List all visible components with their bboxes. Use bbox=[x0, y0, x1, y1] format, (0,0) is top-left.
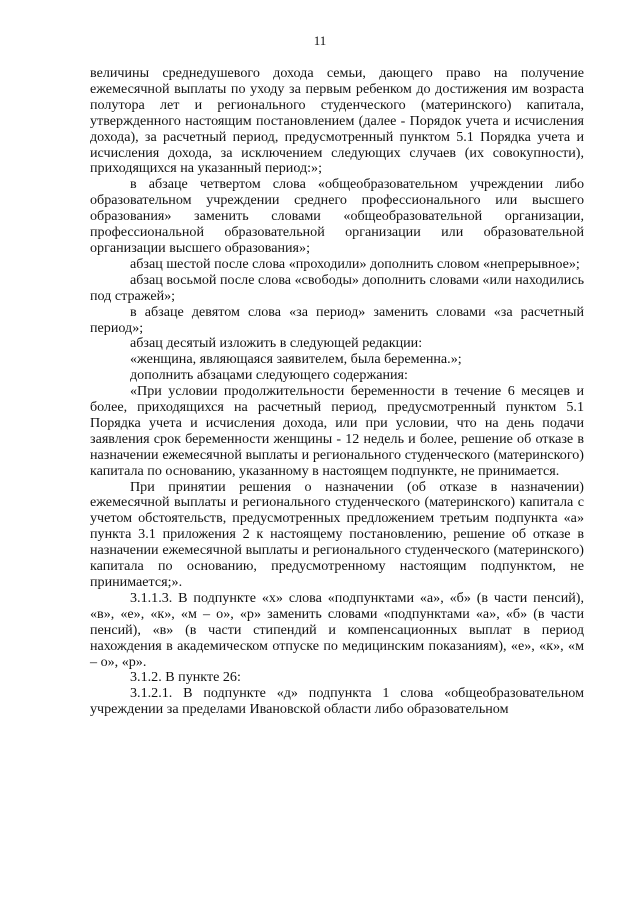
paragraph: 3.1.2. В пункте 26: bbox=[130, 669, 241, 686]
paragraph: абзац шестой после слова «проходили» дополнить словом «непрерывное»; bbox=[130, 255, 580, 272]
paragraph: 3.1.2.1. В подпункте «д» подпункта 1 слова «общеобразовательном учреждении за пределами Ивановской области либо образовательном bbox=[90, 685, 584, 718]
page-number: 11 bbox=[313, 33, 327, 48]
paragraph: «женщина, являющаяся заявителем, была беременна.»; bbox=[130, 351, 462, 368]
document-body bbox=[90, 66, 584, 718]
paragraph: величины среднедушевого дохода семьи, дающего право на получение ежемесячной выплаты по уходу за первым ребенком до достижения им возраста полутора лет и регионального студенческого (материнского) капитала, утвержденного настоящим постановлением (далее - Порядок учета и исчисления дохода), за расчетный период, предусмотренный пунктом 5.1 Порядка учета и исчисления дохода, за исключением следующих случаев (их совокупности), приходящихся на указанный период:»; bbox=[90, 65, 584, 177]
paragraph: в абзаце девятом слова «за период» заменить словами «за расчетный период»; bbox=[90, 303, 584, 336]
paragraph: в абзаце четвертом слова «общеобразовательном учреждении либо образовательном учреждении среднего профессионального или высшего образования» заменить словами «общеобразовательной организации, профессиональной образовательной организации или образовательной организации высшего образования»; bbox=[90, 176, 584, 256]
paragraph: абзац десятый изложить в следующей редакции: bbox=[130, 335, 423, 352]
paragraph: абзац восьмой после слова «свободы» дополнить словами «или находились под стражей»; bbox=[90, 271, 585, 304]
paragraph: При принятии решения о назначении (об отказе в назначении) ежемесячной выплаты и регионального студенческого (материнского) капитала с учетом обстоятельств, предусмотренных предложением третьим подпункта «а» пункта 3.1 приложения 2 к настоящему постановлению, решение об отказе в назначении ежемесячной выплаты и регионального студенческого (материнского) капитала по основанию, предусмотренному настоящим подпунктом, не принимается;». bbox=[90, 478, 584, 590]
paragraph: «При условии продолжительности беременности в течение 6 месяцев и более, приходящихся на расчетный период, предусмотренный пунктом 5.1 Порядка учета и исчисления дохода, или при условии, что на день подачи заявления срок беременности женщины - 12 недель и более, решение об отказе в назначении ежемесячной выплаты и регионального студенческого (материнского) капитала по основанию, указанному в настоящем подпункте, не принимается. bbox=[90, 383, 584, 479]
paragraph: дополнить абзацами следующего содержания: bbox=[130, 367, 408, 384]
paragraph: 3.1.1.3. В подпункте «х» слова «подпунктами «а», «б» (в части пенсий), «в», «е», «к», «м – о», «р» заменить словами «подпунктами «а», «б» (в части пенсий), «в» (в части стипендий и компенсационных выплат в период нахождения в академическом отпуске по медицинским показаниям), «е», «к», «м – о», «р». bbox=[90, 589, 584, 670]
